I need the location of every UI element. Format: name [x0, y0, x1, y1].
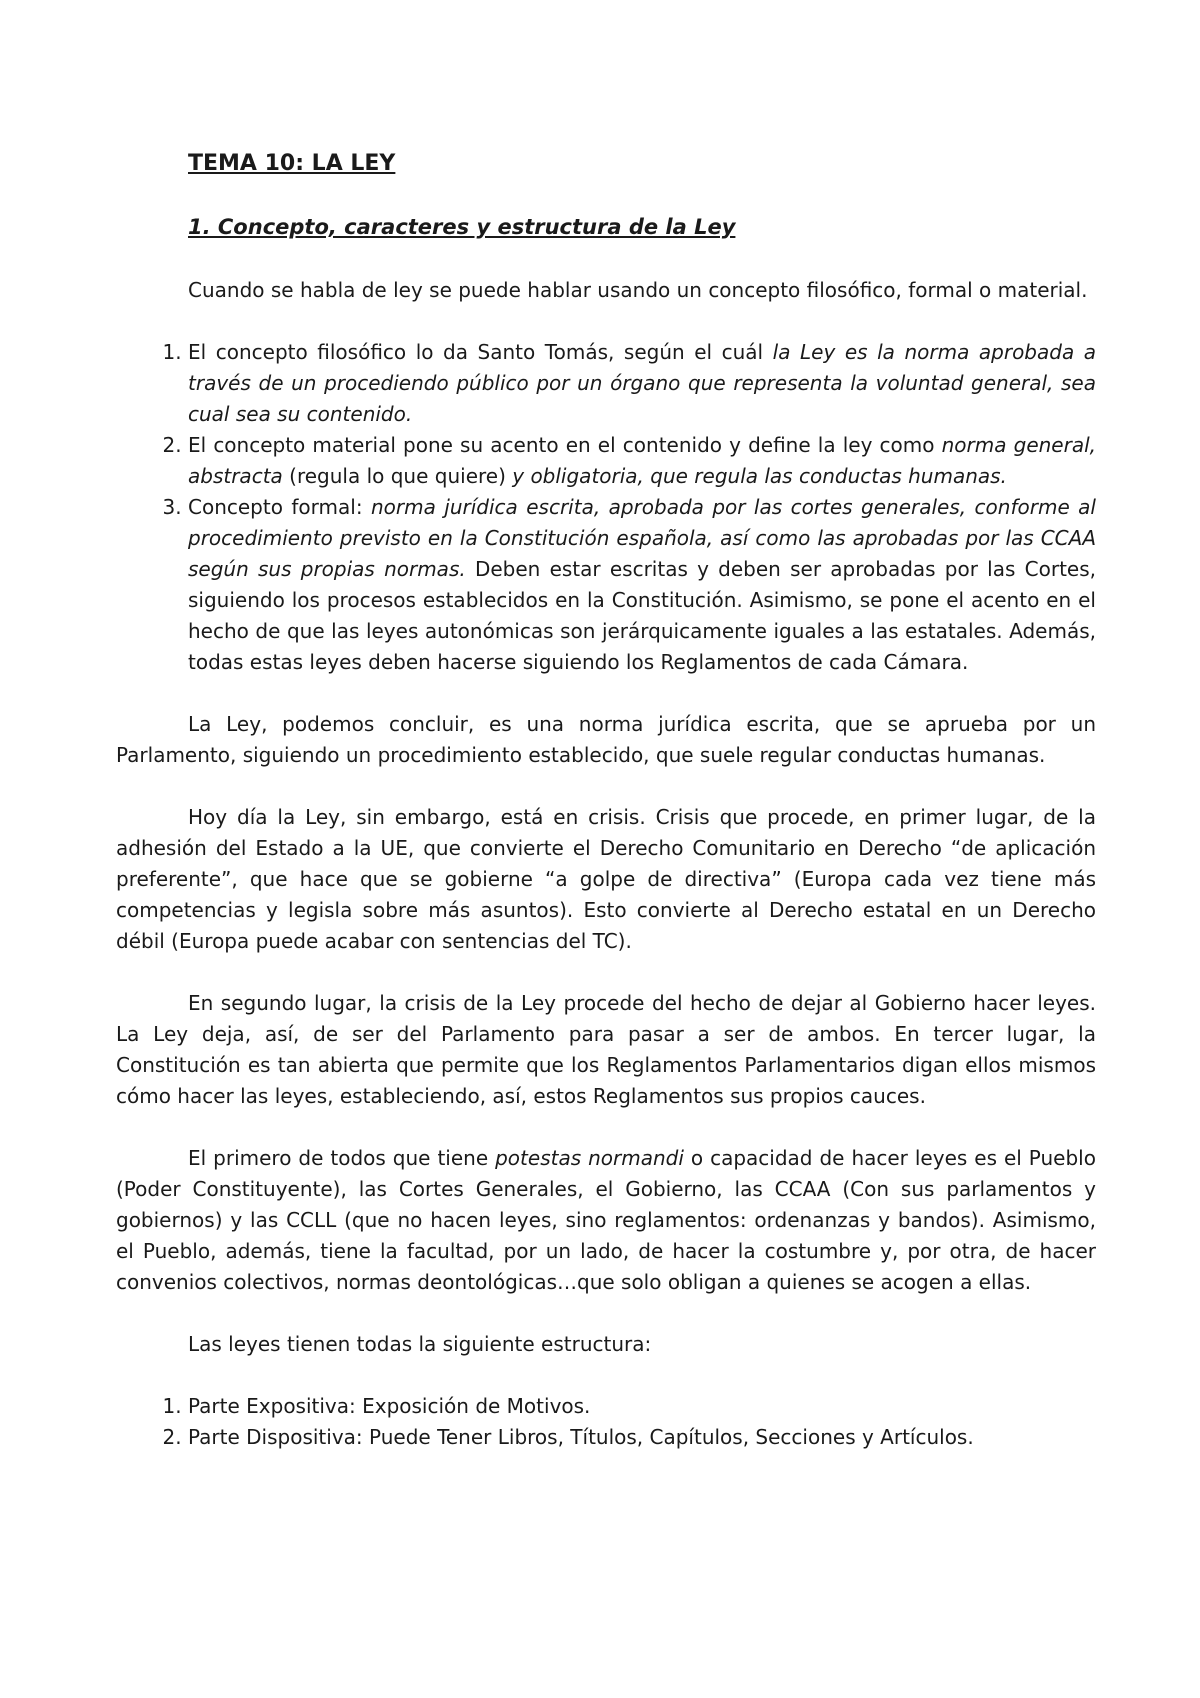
potestas-term: potestas normandi: [495, 1146, 684, 1170]
document-title: TEMA 10: LA LEY: [188, 151, 396, 176]
crisis-paragraph: Hoy día la Ley, sin embargo, está en crisis. Crisis que procede, en primer lugar, de la adhesión del Estado a la UE, que convierte el Derecho Comunitario en Derecho “de aplicación preferente”, que hace que se gobierne “a golpe de directiva” (Europa cada vez tiene más competencias y legisla sobre más asuntos). Esto convierte al Derecho estatal en un Derecho débil (Europa puede acabar con sentencias del TC).: [116, 805, 1096, 953]
conclusion-paragraph: La Ley, podemos concluir, es una norma jurídica escrita, que se aprueba por un Parlamento, siguiendo un procedimiento establecido, que suele regular conductas humanas.: [116, 712, 1096, 767]
structure-intro: Las leyes tienen todas la siguiente estructura:: [188, 1332, 652, 1356]
concept-definition: norma jurídica escrita, aprobada por las cortes generales, conforme al procedimiento previsto en la Constitución española, así como las aprobadas por las CCAA según sus propias normas.: [188, 495, 1096, 581]
crisis-continued-paragraph: En segundo lugar, la crisis de la Ley procede del hecho de dejar al Gobierno hacer leyes. La Ley deja, así, de ser del Parlamento para pasar a ser de ambos. En tercer lugar, la Constitución es tan abierta que permite que los Reglamentos Parlamentarios digan ellos mismos cómo hacer las leyes, estableciendo, así, estos Reglamentos sus propios cauces.: [116, 991, 1096, 1108]
document-body: [116, 275, 1096, 1484]
concept-item-material: [188, 430, 1096, 492]
concepts-list: [116, 337, 1096, 678]
concept-text: Deben estar escritas y deben ser aprobadas por las Cortes, siguiendo los procesos establecidos en la Constitución. Asimismo, se pone el acento en el hecho de que las leyes autonómicas son jerárquicamente iguales a las estatales. Además, todas estas leyes deben hacerse siguiendo los Reglamentos de cada Cámara.: [188, 557, 1097, 674]
concept-definition: la Ley es la norma aprobada a través de un procediendo público por un órgano que representa la voluntad general, sea cual sea su contenido.: [188, 340, 1097, 426]
structure-item: 2. Parte Dispositiva: Puede Tener Libros, Títulos, Capítulos, Secciones y Artículos.: [188, 1422, 1096, 1453]
concept-definition: y obligatoria, que regula las conductas humanas.: [512, 464, 1007, 488]
concept-item-philosophical: [188, 337, 1096, 430]
structure-list: [116, 1391, 1096, 1453]
concept-definition: norma general, abstracta: [188, 433, 1096, 488]
structure-item: 1. Parte Expositiva: Exposición de Motivos.: [188, 1391, 1096, 1422]
potestas-paragraph: [116, 1143, 1096, 1298]
concept-text: El concepto filosófico lo da Santo Tomás, según el cuál: [188, 340, 773, 364]
potestas-text: o capacidad de hacer leyes es el Pueblo (Poder Constituyente), las Cortes Generales, el Gobierno, las CCAA (Con sus parlamentos y gobiernos) y las CCLL (que no hacen leyes, sino reglamentos: ordenanzas y bandos). Asimismo, el Pueblo, además, tiene la facultad, por un lado, de hacer la costumbre y, por otra, de hacer convenios colectivos, normas deontológicas…que solo obligan a quienes se acogen a ellas.: [116, 1146, 1096, 1294]
section-heading: 1. Concepto, caracteres y estructura de la Ley: [188, 215, 736, 239]
concept-text: (regula lo que quiere): [282, 464, 513, 488]
potestas-text: El primero de todos que tiene: [188, 1146, 496, 1170]
concept-text: El concepto material pone su acento en el contenido y define la ley como: [188, 433, 942, 457]
concept-item-formal: [188, 492, 1096, 678]
intro-paragraph: Cuando se habla de ley se puede hablar usando un concepto filosófico, formal o material.: [188, 278, 1088, 302]
concept-text: Concepto formal:: [188, 495, 371, 519]
